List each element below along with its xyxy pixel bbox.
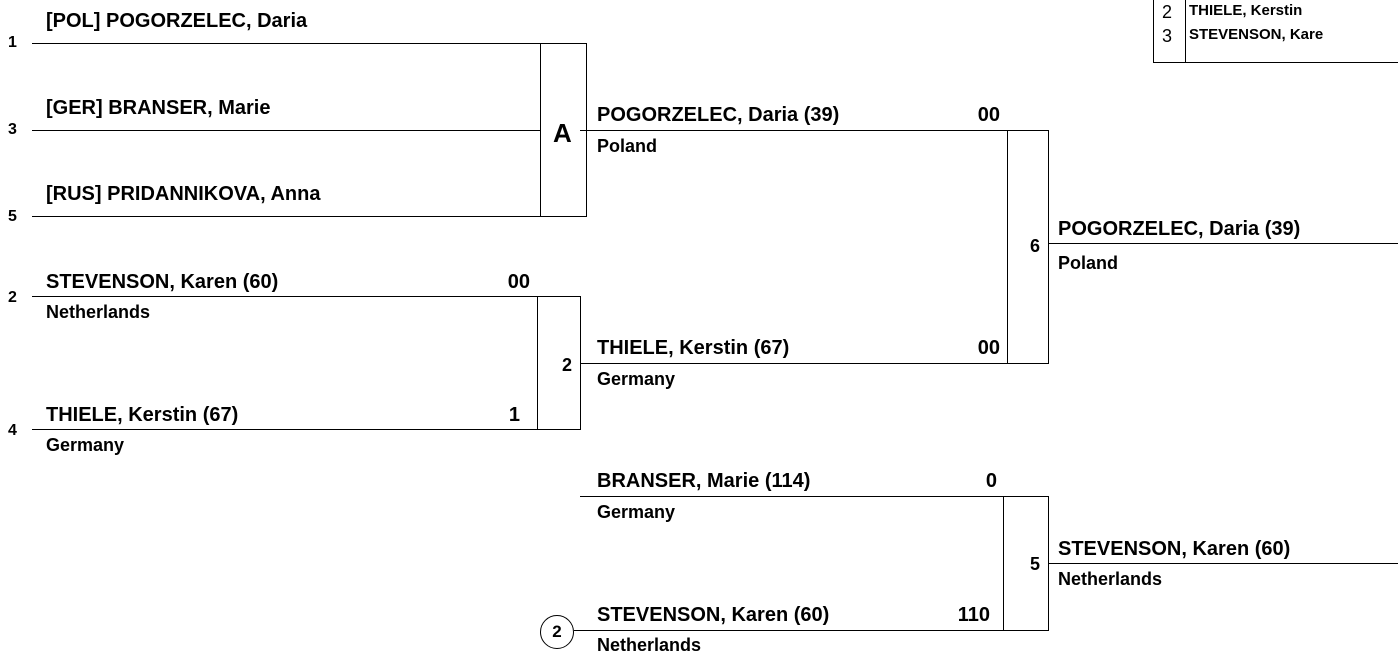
player-name: BRANSER, Marie (114): [597, 470, 811, 492]
match-number: 2: [562, 355, 573, 375]
bracket-line: [1048, 243, 1398, 244]
seed-number: 1: [8, 34, 17, 51]
legend-rank: 3: [1161, 26, 1172, 46]
legend-row: [1153, 26, 1398, 46]
legend-name: STEVENSON, Kare: [1189, 26, 1324, 43]
match-box-left: [1007, 130, 1008, 364]
winner-country: Poland: [1058, 253, 1119, 273]
player-name: THIELE, Kerstin (67): [597, 337, 790, 359]
bracket-line: [574, 630, 1048, 631]
player-country: Netherlands: [46, 302, 151, 322]
player-country: Germany: [597, 369, 676, 389]
match-box-right: [1048, 130, 1049, 364]
seed-number: 2: [8, 289, 17, 306]
player-country: Germany: [46, 435, 125, 455]
bracket-line: [580, 496, 1048, 497]
player-score: 00: [977, 104, 1000, 126]
bracket-line: [580, 363, 1048, 364]
match-box-left: [1003, 496, 1004, 631]
pool-box-left: [540, 43, 541, 217]
pool-label: A: [553, 118, 572, 148]
winner-country: Netherlands: [1058, 569, 1163, 589]
player-score: 1: [508, 404, 520, 426]
player-name: THIELE, Kerstin (67): [46, 404, 239, 426]
player-country: Poland: [597, 136, 658, 156]
pool-entry-name: [POL] POGORZELEC, Daria: [46, 10, 308, 32]
player-country: Netherlands: [597, 635, 702, 655]
match-number: 6: [1030, 236, 1041, 256]
pool-line: [32, 130, 540, 131]
match-box-left: [537, 296, 538, 430]
pool-entry-name: [GER] BRANSER, Marie: [46, 97, 271, 119]
bracket-line: [580, 130, 1048, 131]
bracket-line: [32, 429, 580, 430]
legend-name: THIELE, Kerstin: [1189, 2, 1303, 19]
seed-badge: 2: [540, 615, 574, 649]
player-country: Germany: [597, 502, 676, 522]
winner-name: STEVENSON, Karen (60): [1058, 538, 1291, 560]
bracket-line: [32, 296, 580, 297]
legend-rank: 2: [1161, 2, 1172, 22]
seed-number: 4: [8, 422, 17, 439]
seed-number: 3: [8, 121, 17, 138]
pool-line: [32, 43, 587, 44]
pool-entry-name: [RUS] PRIDANNIKOVA, Anna: [46, 183, 321, 205]
pool-line: [32, 216, 587, 217]
match-number: 5: [1030, 554, 1041, 574]
winner-name: POGORZELEC, Daria (39): [1058, 218, 1301, 240]
results-legend: [1153, 0, 1398, 62]
bracket-line: [1048, 563, 1398, 564]
player-score: 0: [985, 470, 997, 492]
player-score: 00: [977, 337, 1000, 359]
player-score: 110: [957, 604, 990, 626]
player-name: STEVENSON, Karen (60): [597, 604, 830, 626]
player-name: STEVENSON, Karen (60): [46, 271, 279, 293]
player-score: 00: [507, 271, 530, 293]
seed-number: 5: [8, 208, 17, 225]
legend-row: [1153, 2, 1398, 22]
legend-border-bottom: [1153, 62, 1398, 63]
player-name: POGORZELEC, Daria (39): [597, 104, 840, 126]
